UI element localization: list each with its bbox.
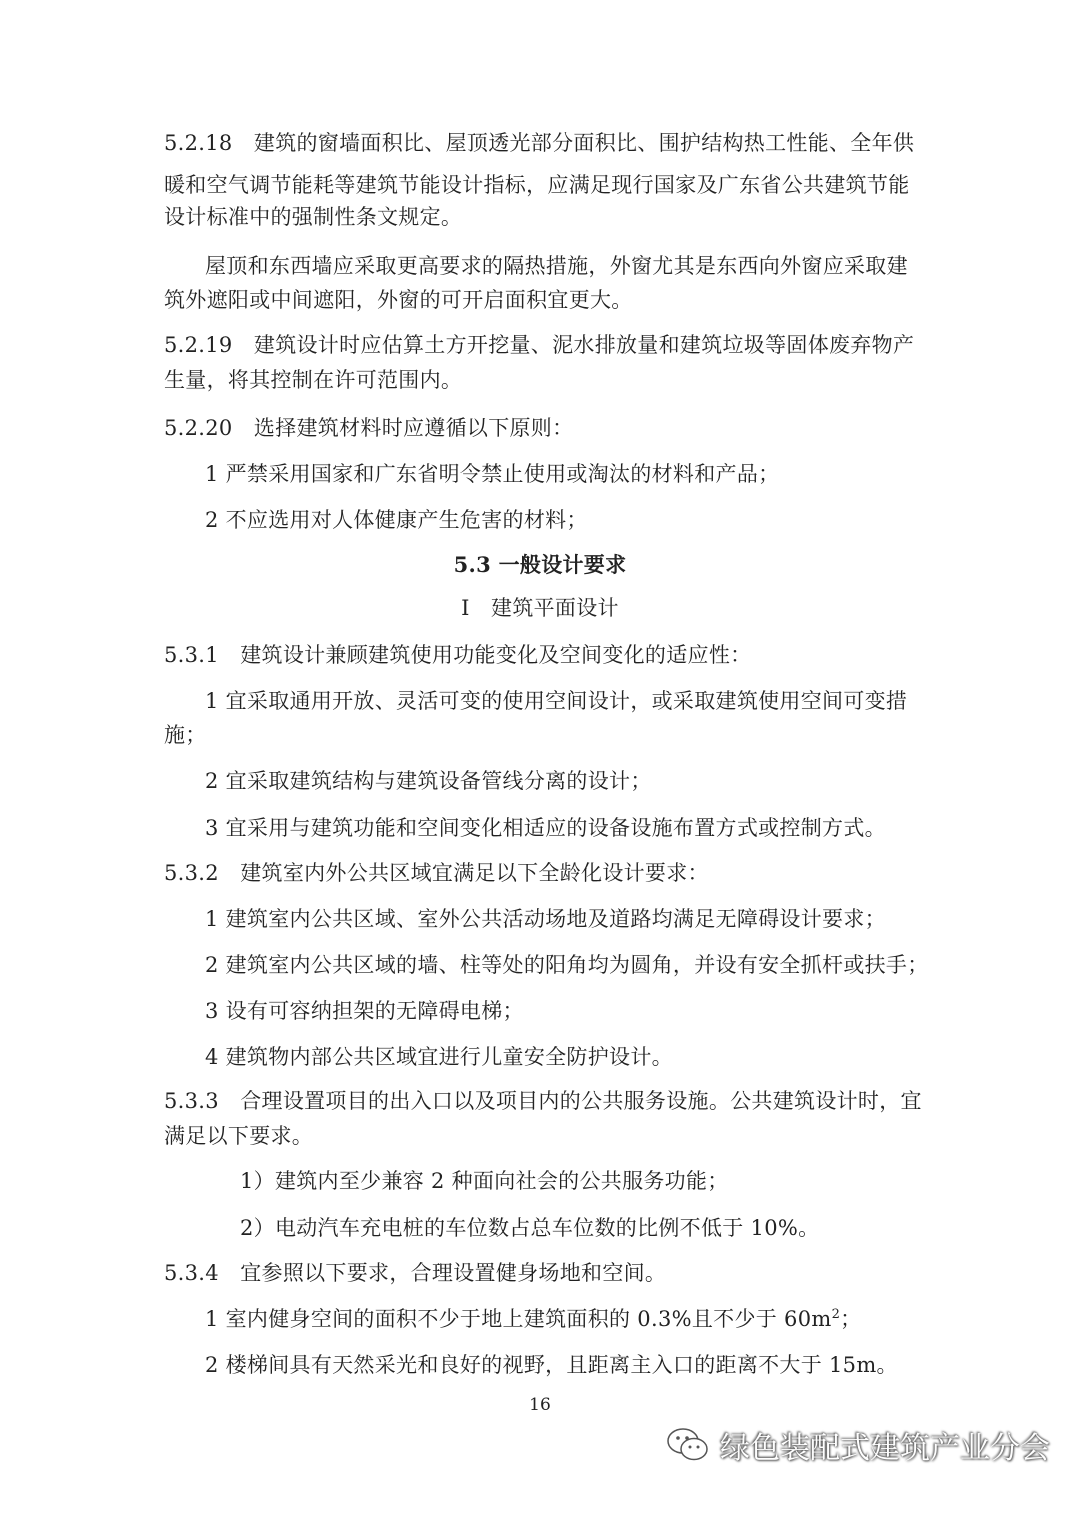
clause-5-3-4-item-2: 2 楼梯间具有天然采光和良好的视野，且距离主入口的距离不大于 15m。 xyxy=(205,1353,898,1377)
clause-5-2-20: 5.2.20 选择建筑材料时应遵循以下原则： xyxy=(164,416,574,440)
clause-5-3-2-item-2: 2 建筑室内公共区域的墙、柱等处的阳角均为圆角，并设有安全抓杆或扶手； xyxy=(205,953,929,977)
clause-5-3-2-item-3: 3 设有可容纳担架的无障碍电梯； xyxy=(205,999,524,1023)
wechat-icon xyxy=(666,1425,710,1465)
clause-5-3-2-item-4: 4 建筑物内部公共区域宜进行儿童安全防护设计。 xyxy=(205,1045,673,1069)
clause-5-2-18-line-1: 5.2.18 建筑的窗墙面积比、屋顶透光部分面积比、围护结构热工性能、全年供 xyxy=(164,131,915,155)
clause-5-2-18-line-3: 设计标准中的强制性条文规定。 xyxy=(164,205,463,229)
clause-5-3-4: 5.3.4 宜参照以下要求，合理设置健身场地和空间。 xyxy=(164,1261,667,1285)
clause-5-3-3-item-1: 1）建筑内至少兼容 2 种面向社会的公共服务功能； xyxy=(240,1169,729,1193)
clause-5-3-3-line-2: 满足以下要求。 xyxy=(164,1124,314,1148)
clause-5-2-19-line-2: 生量，将其控制在许可范围内。 xyxy=(164,368,463,392)
clause-5-3-2: 5.3.2 建筑室内外公共区域宜满足以下全龄化设计要求： xyxy=(164,861,709,885)
paragraph-line-2: 筑外遮阳或中间遮阳，外窗的可开启面积宜更大。 xyxy=(164,288,633,312)
clause-5-3-4-item-1 xyxy=(205,1304,965,1334)
watermark-text: 绿色装配式建筑产业分会 xyxy=(720,1431,1050,1466)
clause-5-3-1-item-2: 2 宜采取建筑结构与建筑设备管线分离的设计； xyxy=(205,769,652,793)
section-heading-5-3: 5.3 一般设计要求 xyxy=(453,552,627,577)
clause-5-2-20-item-1: 1 严禁采用国家和广东省明令禁止使用或淘汰的材料和产品； xyxy=(205,462,780,486)
clause-5-3-1-item-1-line-2: 施； xyxy=(164,723,207,747)
superscript: 2 xyxy=(831,1307,841,1322)
clause-5-3-1-item-1-line-1: 1 宜采取通用开放、灵活可变的使用空间设计，或采取建筑使用空间可变措 xyxy=(205,689,908,713)
item-text-end: ； xyxy=(840,1307,862,1331)
clause-5-3-3-item-2: 2）电动汽车充电桩的车位数占总车位数的比例不低于 10%。 xyxy=(240,1216,820,1240)
item-text: 1 室内健身空间的面积不少于地上建筑面积的 0.3%且不少于 60m xyxy=(205,1307,832,1331)
clause-5-3-3-line-1: 5.3.3 合理设置项目的出入口以及项目内的公共服务设施。公共建筑设计时，宜 xyxy=(164,1089,922,1113)
page-number: 16 xyxy=(529,1395,551,1415)
watermark xyxy=(666,1422,1050,1468)
clause-5-2-19-line-1: 5.2.19 建筑设计时应估算土方开挖量、泥水排放量和建筑垃圾等固体废弃物产 xyxy=(164,333,915,357)
clause-5-2-18-line-2: 暖和空气调节能耗等建筑节能设计指标，应满足现行国家及广东省公共建筑节能 xyxy=(164,173,910,197)
clause-5-2-20-item-2: 2 不应选用对人体健康产生危害的材料； xyxy=(205,508,588,532)
clause-5-3-1: 5.3.1 建筑设计兼顾建筑使用功能变化及空间变化的适应性： xyxy=(164,643,752,667)
clause-5-3-1-item-3: 3 宜采用与建筑功能和空间变化相适应的设备设施布置方式或控制方式。 xyxy=(205,816,886,840)
paragraph-line-1: 屋顶和东西墙应采取更高要求的隔热措施，外窗尤其是东西向外窗应采取建 xyxy=(205,254,908,278)
clause-5-3-2-item-1: 1 建筑室内公共区域、室外公共活动场地及道路均满足无障碍设计要求； xyxy=(205,907,886,931)
subsection-heading-1: Ⅰ 建筑平面设计 xyxy=(461,596,619,620)
